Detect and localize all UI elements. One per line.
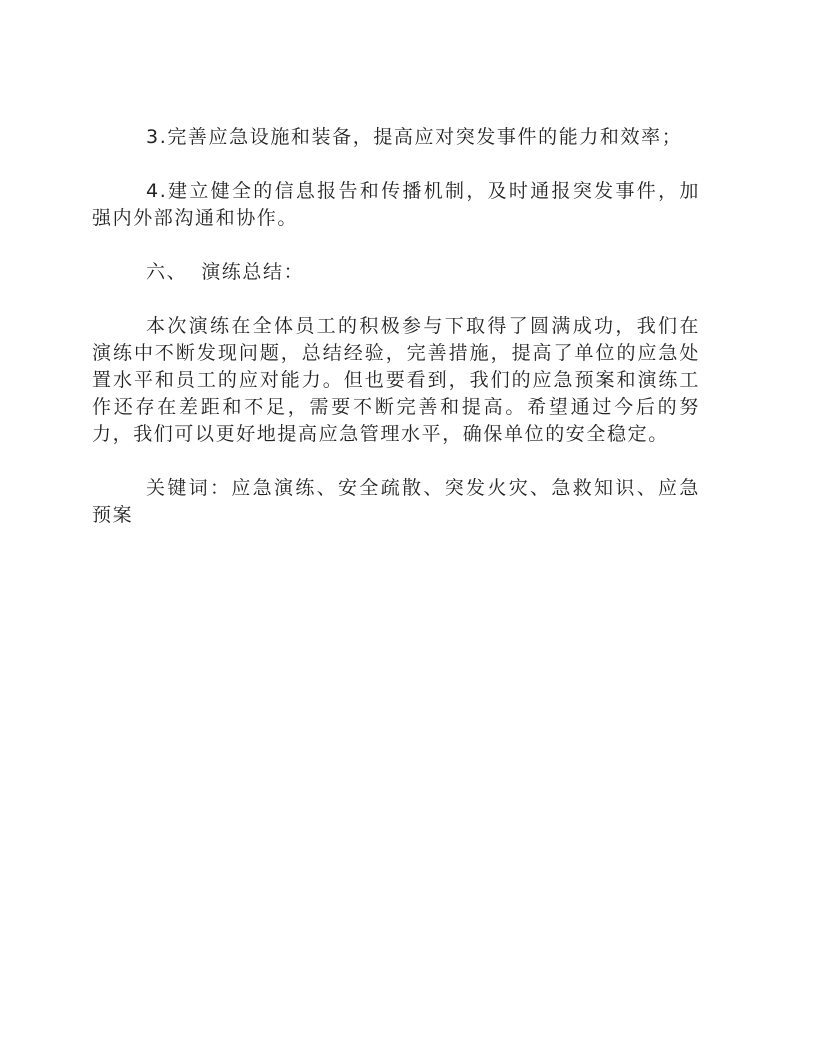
section-number: 六、 — [146, 261, 188, 283]
document-page — [92, 124, 700, 529]
section-heading — [92, 259, 700, 286]
keywords-paragraph: 关键词：应急演练、安全疏散、突发火灾、急救知识、应急预案 — [92, 477, 700, 526]
paragraph-spacer — [92, 448, 700, 475]
paragraph-spacer — [92, 286, 700, 313]
paragraph-item-4: 4.建立健全的信息报告和传播机制，及时通报突发事件，加强内外部沟通和协作。 — [92, 180, 700, 229]
section-title: 演练总结： — [201, 261, 305, 283]
summary-paragraph: 本次演练在全体员工的积极参与下取得了圆满成功，我们在演练中不断发现问题，总结经验，完善措施，提高了单位的应急处置水平和员工的应对能力。但也要看到，我们的应急预案和演练工作还存在差距和不足，需要不断完善和提高。希望通过今后的努力，我们可以更好地提高应急管理水平，确保单位的安全稳定。 — [92, 315, 700, 445]
paragraph-spacer — [92, 232, 700, 259]
paragraph-spacer — [92, 151, 700, 178]
paragraph-item-3: 3.完善应急设施和装备，提高应对突发事件的能力和效率； — [146, 126, 683, 148]
